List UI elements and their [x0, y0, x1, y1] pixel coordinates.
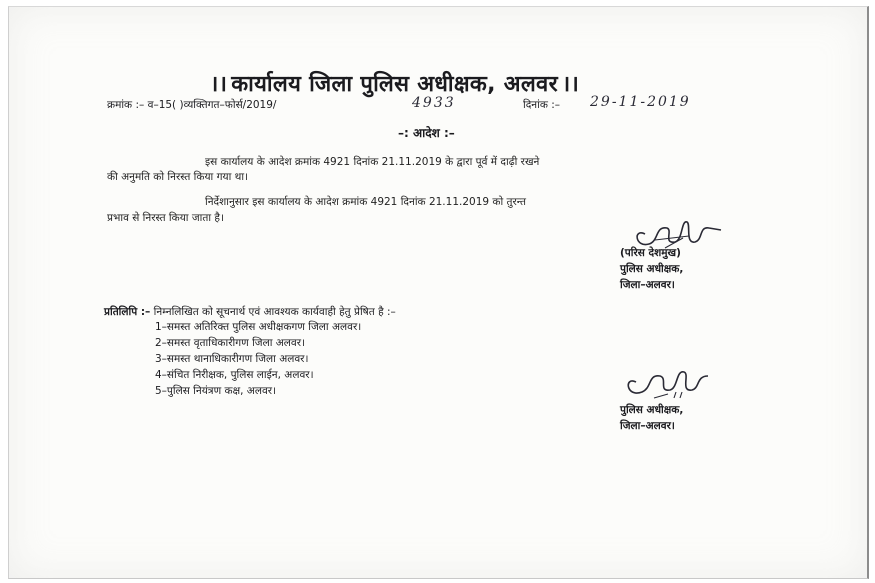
- office-title: [206, 68, 583, 98]
- paragraph-1-line-2: की अनुमति को निरस्त किया गया था।: [107, 171, 249, 183]
- copy-item: 3–समस्त थानाधिकारीगण जिला अलवर।: [155, 353, 309, 365]
- title-text: कार्यालय जिला पुलिस अधीक्षक, अलवर: [231, 72, 558, 97]
- handwritten-ref-number: 4933: [412, 95, 456, 111]
- paragraph-1-line-1: इस कार्यालय के आदेश क्रमांक 4921 दिनांक 21.11.2019 के द्वारा पूर्व में दाढ़ी रखने: [205, 156, 540, 168]
- handwritten-date: 29-11-2019: [590, 94, 691, 110]
- signatory-2-district: जिला–अलवर।: [620, 420, 675, 432]
- reference-line: [107, 98, 276, 112]
- copy-label: प्रतिलिपि :–: [104, 306, 151, 318]
- copy-item: 4–संचित निरीक्षक, पुलिस लाईन, अलवर।: [155, 369, 314, 381]
- copy-item: 2–समस्त वृताधिकारीगण जिला अलवर।: [155, 337, 306, 349]
- signatory-designation: पुलिस अधीक्षक,: [620, 263, 684, 275]
- paragraph-2-line-1: निर्देशानुसार इस कार्यालय के आदेश क्रमांक 4921 दिनांक 21.11.2019 को तुरन्त: [205, 196, 527, 208]
- paragraph-2-line-2: प्रभाव से निरस्त किया जाता है।: [107, 212, 224, 224]
- order-heading: –: आदेश :–: [398, 126, 455, 140]
- title-bars-right: ।।: [561, 72, 580, 97]
- copy-item: 1–समस्त अतिरिक्त पुलिस अधीक्षकगण जिला अलवर।: [155, 321, 362, 333]
- ref-number: व–15( )व्यक्तिगत–फोर्स/2019/: [147, 99, 277, 111]
- signatory-name: (परिस देशमुख): [620, 247, 681, 259]
- signatory-district: जिला–अलवर।: [620, 279, 675, 291]
- copy-intro-line: [104, 305, 396, 319]
- ref-label: क्रमांक :–: [107, 99, 145, 111]
- title-bars-left: ।।: [210, 72, 228, 97]
- date-label: दिनांक :–: [523, 99, 561, 111]
- signatory-2-designation: पुलिस अधीक्षक,: [620, 404, 684, 416]
- signature-2-mark: [618, 364, 728, 404]
- copy-intro: निम्नलिखित को सूचनार्थ एवं आवश्यक कार्यवाही हेतु प्रेषित है :–: [153, 306, 396, 318]
- copy-item: 5–पुलिस नियंत्रण कक्ष, अलवर।: [155, 385, 277, 397]
